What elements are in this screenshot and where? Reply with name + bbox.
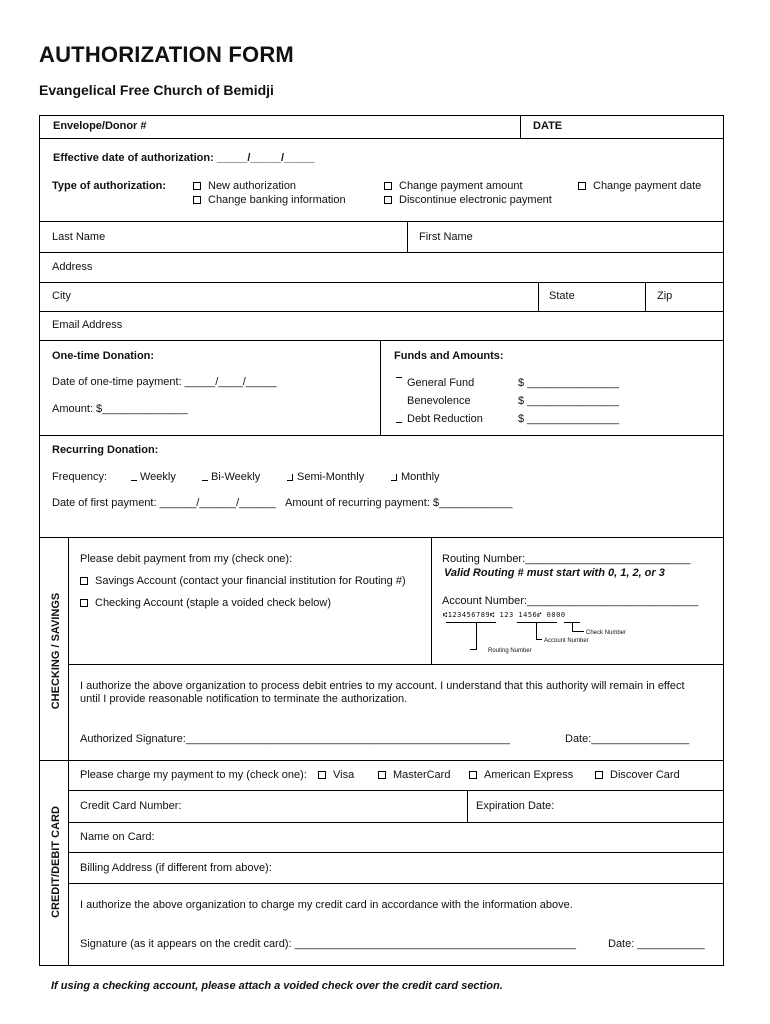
- state-field[interactable]: State: [549, 290, 575, 302]
- card-mastercard[interactable]: MasterCard: [378, 769, 450, 782]
- check-number-label: Check Number: [586, 630, 627, 636]
- billing-address-field[interactable]: Billing Address (if different from above):: [80, 862, 272, 874]
- first-payment-date-field[interactable]: Date of first payment: ______/______/______: [52, 497, 276, 509]
- divider: [39, 311, 724, 312]
- divider: [39, 221, 724, 222]
- micr-line: ⑆123456789⑆ 123 1456⑈ 0000: [443, 611, 566, 619]
- checking-savings-side-label: CHECKING / SAVINGS: [50, 592, 62, 710]
- frequency-monthly[interactable]: Monthly: [391, 471, 440, 484]
- divider: [68, 664, 724, 665]
- one-time-date-field[interactable]: Date of one-time payment: _____/____/_____: [52, 376, 277, 388]
- form-title: AUTHORIZATION FORM: [39, 42, 294, 67]
- option-discontinue[interactable]: Discontinue electronic payment: [384, 194, 552, 207]
- checkbox[interactable]: [578, 182, 586, 190]
- debit-authorization-text: I authorize the above organization to process debit entries to my account. I understand that this authority will remain in effect: [80, 680, 685, 692]
- micr-pointer: [470, 649, 477, 650]
- signature-date-field[interactable]: Date:________________: [565, 733, 690, 745]
- routing-number-field[interactable]: Routing Number:___________________________: [442, 553, 691, 565]
- credit-card-side-label: CREDIT/DEBIT CARD: [50, 806, 62, 918]
- divider: [39, 282, 724, 283]
- card-discover[interactable]: Discover Card: [595, 769, 680, 782]
- checkbox[interactable]: [193, 182, 201, 190]
- divider: [39, 537, 724, 538]
- fund-benevolence-amount[interactable]: $ _______________: [518, 395, 619, 407]
- divider: [39, 252, 724, 253]
- routing-note: Valid Routing # must start with 0, 1, 2, or 3: [444, 567, 665, 579]
- checkbox[interactable]: [80, 577, 88, 585]
- checkbox-mark: [396, 422, 402, 423]
- divider: [68, 790, 724, 791]
- card-signature-date-field[interactable]: Date: ___________: [608, 938, 705, 950]
- funds-heading: Funds and Amounts:: [394, 350, 504, 362]
- fund-general[interactable]: General Fund: [396, 377, 474, 390]
- name-on-card-field[interactable]: Name on Card:: [80, 831, 155, 843]
- first-name-field[interactable]: First Name: [419, 231, 473, 243]
- divider: [68, 883, 724, 884]
- checkbox-mark: [391, 474, 397, 481]
- organization-name: Evangelical Free Church of Bemidji: [39, 82, 274, 98]
- authorized-signature-field[interactable]: Authorized Signature:_____________________________________________________: [80, 733, 511, 745]
- checkbox-mark: [202, 480, 208, 481]
- charge-instruction: Please charge my payment to my (check one):: [80, 769, 307, 781]
- checkbox[interactable]: [318, 771, 326, 779]
- micr-pointer: [572, 622, 573, 631]
- zip-field[interactable]: Zip: [657, 290, 673, 302]
- routing-number-label: Routing Number: [488, 648, 532, 654]
- frequency-biweekly[interactable]: Bi-Weekly: [202, 471, 260, 484]
- checkbox[interactable]: [595, 771, 603, 779]
- divider: [520, 115, 521, 138]
- card-number-field[interactable]: Credit Card Number:: [80, 800, 182, 812]
- fund-benevolence[interactable]: Benevolence: [407, 395, 471, 407]
- account-number-field[interactable]: Account Number:____________________________: [442, 595, 699, 607]
- card-amex[interactable]: American Express: [469, 769, 573, 782]
- envelope-donor-label: Envelope/Donor #: [53, 120, 147, 132]
- option-new-authorization[interactable]: New authorization: [193, 180, 296, 193]
- address-field[interactable]: Address: [52, 261, 93, 273]
- type-of-authorization-label: Type of authorization:: [52, 180, 167, 192]
- fund-debt[interactable]: Debt Reduction: [396, 413, 483, 426]
- card-signature-field[interactable]: Signature (as it appears on the credit card): ______________________________________________: [80, 938, 577, 950]
- checkbox-mark: [131, 480, 137, 481]
- checkbox-mark: [396, 377, 402, 378]
- divider: [39, 760, 724, 761]
- last-name-field[interactable]: Last Name: [52, 231, 106, 243]
- date-label: DATE: [533, 120, 563, 132]
- checkbox[interactable]: [384, 196, 392, 204]
- one-time-amount-field[interactable]: Amount: $______________: [52, 403, 188, 415]
- checkbox[interactable]: [384, 182, 392, 190]
- divider: [39, 435, 724, 436]
- micr-pointer: [572, 631, 584, 632]
- divider: [68, 822, 724, 823]
- micr-pointer: [536, 622, 537, 639]
- micr-pointer: [536, 639, 542, 640]
- recurring-amount-field[interactable]: Amount of recurring payment: $____________: [285, 497, 513, 509]
- checkbox[interactable]: [469, 771, 477, 779]
- divider: [431, 537, 432, 664]
- micr-bracket: [517, 622, 557, 623]
- email-field[interactable]: Email Address: [52, 319, 123, 331]
- micr-pointer: [476, 622, 477, 649]
- divider: [68, 537, 69, 966]
- fund-general-amount[interactable]: $ _______________: [518, 377, 619, 389]
- footer-note: If using a checking account, please attach a voided check over the credit card section.: [51, 980, 503, 992]
- option-change-amount[interactable]: Change payment amount: [384, 180, 523, 193]
- expiration-date-field[interactable]: Expiration Date:: [476, 800, 555, 812]
- card-visa[interactable]: Visa: [318, 769, 354, 782]
- account-number-label: Account Number: [544, 638, 589, 644]
- divider: [645, 282, 646, 311]
- divider: [467, 790, 468, 822]
- divider: [407, 221, 408, 252]
- debit-instruction: Please debit payment from my (check one):: [80, 553, 293, 565]
- card-authorization-text: I authorize the above organization to charge my credit card in accordance with the information above.: [80, 899, 573, 911]
- effective-date-field[interactable]: Effective date of authorization: _____/_____/_____: [53, 152, 315, 164]
- option-change-date[interactable]: Change payment date: [578, 180, 701, 193]
- checkbox[interactable]: [378, 771, 386, 779]
- micr-bracket: [446, 622, 496, 623]
- checkbox[interactable]: [80, 599, 88, 607]
- checking-option[interactable]: Checking Account (staple a voided check below): [80, 597, 331, 610]
- frequency-weekly[interactable]: Weekly: [131, 471, 176, 484]
- divider: [39, 340, 724, 341]
- savings-option[interactable]: Savings Account (contact your financial institution for Routing #): [80, 575, 406, 588]
- divider: [380, 340, 381, 435]
- divider: [39, 138, 724, 139]
- recurring-heading: Recurring Donation:: [52, 444, 159, 456]
- checkbox-mark: [287, 474, 293, 481]
- frequency-semi-monthly[interactable]: Semi-Monthly: [287, 471, 364, 484]
- city-field[interactable]: City: [52, 290, 71, 302]
- fund-debt-amount[interactable]: $ _______________: [518, 413, 619, 425]
- one-time-heading: One-time Donation:: [52, 350, 155, 362]
- frequency-label: Frequency:: [52, 471, 108, 483]
- debit-authorization-text-2: until I provide reasonable notification to terminate the authorization.: [80, 693, 408, 705]
- divider: [68, 852, 724, 853]
- checkbox[interactable]: [193, 196, 201, 204]
- option-change-banking[interactable]: Change banking information: [193, 194, 346, 207]
- divider: [538, 282, 539, 311]
